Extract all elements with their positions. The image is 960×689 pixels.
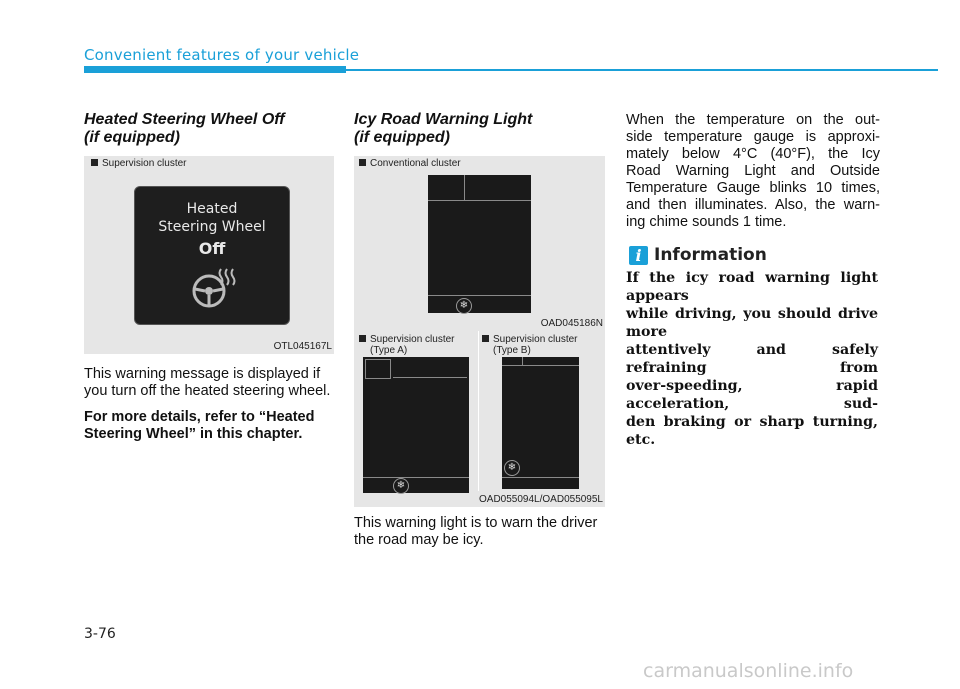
supervision-type-b-screen [502, 357, 579, 489]
section-header-title: Convenient features of your vehicle [84, 46, 360, 64]
display-line-2: Steering Wheel [158, 219, 266, 235]
figure-code: OAD055094L/OAD055095L [479, 494, 603, 505]
heated-steering-wheel-icon [189, 265, 239, 311]
title-line-1: Heated Steering Wheel Off [84, 111, 285, 128]
heated-steering-description: This warning message is displayed if you turn off the heated steering wheel. [84, 366, 331, 399]
title-line-1: Icy Road Warning Light [354, 111, 533, 128]
header-rule [346, 69, 938, 71]
heated-steering-display [134, 186, 290, 325]
supervision-type-a-screen [363, 357, 469, 493]
heated-steering-reference: For more details, refer to “Heated Steering Wheel” in this chapter. [84, 409, 315, 442]
heated-steering-title [84, 111, 285, 147]
conventional-cluster-figure [354, 156, 605, 331]
figure-label: Supervision cluster [91, 158, 186, 169]
display-line-3: Off [198, 239, 226, 258]
header-bar [84, 66, 346, 73]
icy-road-title [354, 111, 532, 147]
bullet-icon [91, 159, 98, 166]
information-icon: i [629, 246, 648, 265]
display-line-1: Heated [186, 201, 238, 217]
page-number: 3-76 [84, 626, 116, 642]
figure-label: Conventional cluster [359, 158, 461, 169]
conventional-cluster-screen [428, 175, 531, 313]
figure-divider [478, 331, 479, 491]
icy-road-description: This warning light is to warn the driver the road may be icy. [354, 515, 598, 548]
icy-road-warning-icon: ❄ [393, 478, 409, 494]
watermark: carmanualsonline.info [643, 660, 854, 682]
bullet-icon [359, 159, 366, 166]
bullet-icon [359, 335, 366, 342]
title-line-2: (if equipped) [354, 129, 450, 146]
figure-label-type-a: Supervision cluster (Type A) [359, 334, 454, 356]
information-text: If the icy road warning light appears while driving, you should drive more attentively and safely refraining from over-speeding, rapid acceleration, sud- den braking or sharp turning, etc. [626, 270, 878, 448]
supervision-cluster-figure [354, 331, 605, 507]
icy-road-temperature-text: When the temperature on the out- side temperature gauge is approxi- mately below 4°C (40°F), the Icy Road Warning Light and Outside Temperature Gauge blinks 10 times, and then illuminates. Also, the warn- ing chime sounds 1 time. [626, 112, 880, 230]
figure-label-type-b: Supervision cluster (Type B) [482, 334, 577, 356]
icy-road-warning-icon: ❄ [456, 298, 472, 314]
figure-code: OTL045167L [273, 341, 332, 352]
information-title: Information [654, 245, 767, 265]
title-line-2: (if equipped) [84, 129, 180, 146]
figure-code: OAD045186N [540, 318, 603, 329]
bullet-icon [482, 335, 489, 342]
icy-road-warning-icon: ❄ [504, 460, 520, 476]
